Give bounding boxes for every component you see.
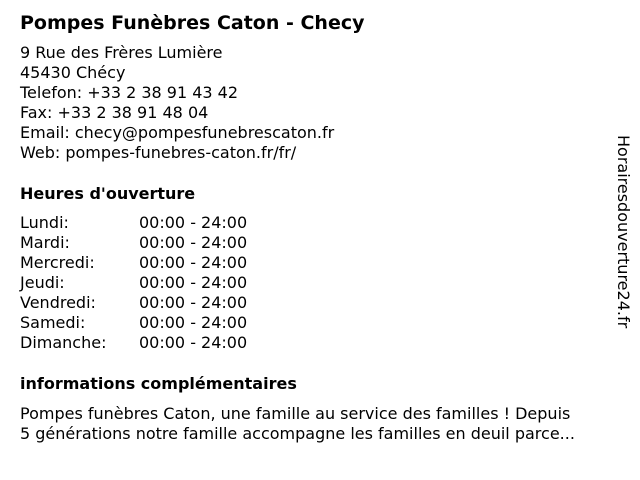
hours-time: 00:00 - 24:00 [139, 233, 248, 252]
hours-time: 00:00 - 24:00 [139, 313, 248, 332]
description [20, 404, 625, 444]
watermark [612, 135, 634, 365]
phone-line: Telefon: +33 2 38 91 43 42 [20, 83, 239, 102]
hours-row [20, 333, 280, 353]
hours-time: 00:00 - 24:00 [139, 273, 248, 292]
contact-block [20, 43, 334, 163]
hours-time: 00:00 - 24:00 [139, 293, 248, 312]
email-line: Email: checy@pompesfunebrescaton.fr [20, 123, 335, 142]
hours-day: Jeudi: [20, 273, 65, 292]
hours-time: 00:00 - 24:00 [139, 253, 248, 272]
hours-row [20, 293, 280, 313]
hours-day: Vendredi: [20, 293, 96, 312]
hours-row [20, 273, 280, 293]
hours-time: 00:00 - 24:00 [139, 333, 248, 352]
hours-row [20, 233, 280, 253]
hours-heading: Heures d'ouverture [20, 184, 196, 203]
address-city: 45430 Chécy [20, 63, 126, 82]
hours-row [20, 253, 280, 273]
hours-day: Mercredi: [20, 253, 95, 272]
hours-day: Mardi: [20, 233, 70, 252]
hours-row [20, 313, 280, 333]
description-line: 5 générations notre famille accompagne les familles en deuil parce... [20, 424, 575, 443]
address-street: 9 Rue des Frères Lumière [20, 43, 223, 62]
hours-day: Lundi: [20, 213, 69, 232]
hours-day: Samedi: [20, 313, 86, 332]
web-line: Web: pompes-funebres-caton.fr/fr/ [20, 143, 297, 162]
hours-row [20, 213, 280, 233]
hours-day: Dimanche: [20, 333, 107, 352]
fax-line: Fax: +33 2 38 91 48 04 [20, 103, 209, 122]
business-title: Pompes Funèbres Caton - Checy [20, 12, 365, 34]
hours-time: 00:00 - 24:00 [139, 213, 248, 232]
description-line: Pompes funèbres Caton, une famille au service des familles ! Depuis [20, 404, 571, 423]
hours-table [20, 213, 280, 353]
watermark-text: Horairesdouverture24.fr [614, 135, 633, 329]
info-heading: informations complémentaires [20, 374, 297, 393]
